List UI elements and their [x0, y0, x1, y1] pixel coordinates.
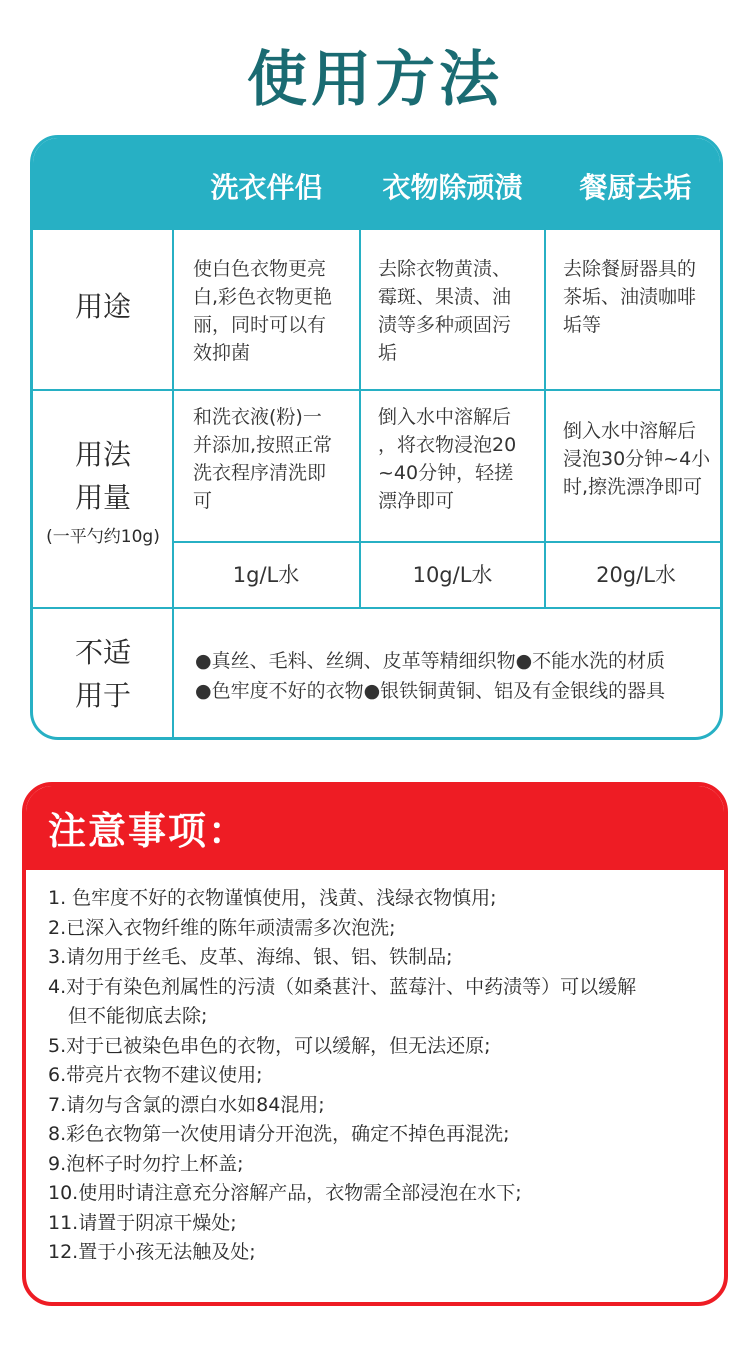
- row-label-use: 用途: [74, 290, 131, 323]
- use-cell-kitchen: 去除餐厨器具的 茶垢、油渍咖啡 垢等: [563, 258, 697, 336]
- dosage-stain: 10g/L水: [412, 563, 493, 587]
- list-item: 1. 色牢度不好的衣物谨慎使用，浅黄、浅绿衣物慎用;: [48, 887, 497, 909]
- list-item: 10.使用时请注意充分溶解产品，衣物需全部浸泡在水下;: [48, 1182, 522, 1204]
- usage-table: [30, 135, 723, 740]
- column-header-laundry-companion: 洗衣伴侣: [210, 171, 323, 204]
- unsuitable-line: ●真丝、毛料、丝绸、皮革等精细织物●不能水洗的材质: [195, 650, 666, 672]
- notice-header: [26, 786, 724, 870]
- dosage-laundry: 1g/L水: [232, 563, 300, 587]
- list-item: 4.对于有染色剂属性的污渍（如桑葚汁、蓝莓汁、中药渍等）可以缓解: [48, 975, 637, 998]
- list-item: 但不能彻底去除;: [68, 1005, 208, 1027]
- method-cell-kitchen: 倒入水中溶解后 浸泡30分钟~4小 时,擦洗漂净即可: [563, 420, 711, 498]
- notice-box: [22, 782, 728, 1306]
- notice-list: [48, 884, 708, 1268]
- list-item: 2.已深入衣物纤维的陈年顽渍需多次泡洗;: [48, 916, 396, 939]
- row-label-unsuitable-2: 用于: [74, 679, 131, 712]
- row-label-dosage: 用量: [74, 481, 131, 514]
- table-header: [33, 138, 720, 230]
- row-label-method: 用法: [74, 438, 131, 471]
- list-item: 8.彩色衣物第一次使用请分开泡洗，确定不掉色再混洗;: [48, 1123, 510, 1145]
- column-header-stain-removal: 衣物除顽渍: [382, 171, 523, 204]
- use-cell-laundry: 使白色衣物更亮 白,彩色衣物更艳 丽，同时可以有 效抑菌: [193, 258, 333, 364]
- list-item: 11.请置于阴凉干燥处;: [48, 1211, 237, 1234]
- dosage-kitchen: 20g/L水: [596, 563, 676, 587]
- notice-title: 注意事项：: [48, 809, 249, 853]
- unsuitable-list: [195, 646, 715, 706]
- column-header-kitchen-descaling: 餐厨去垢: [579, 171, 692, 204]
- page-title: 使用方法: [247, 45, 503, 115]
- list-item: 5.对于已被染色串色的衣物，可以缓解，但无法还原;: [48, 1034, 491, 1057]
- row-sub-label-scoop: (一平勺约10g): [46, 527, 160, 547]
- grid-line: [33, 389, 723, 391]
- method-cell-stain: 倒入水中溶解后 ，将衣物浸泡20 ~40分钟，轻搓 漂净即可: [378, 406, 517, 512]
- row-label-unsuitable: 不适: [74, 636, 131, 669]
- list-item: 3.请勿用于丝毛、皮革、海绵、银、铝、铁制品;: [48, 946, 453, 968]
- list-item: 9.泡杯子时勿拧上杯盖;: [48, 1152, 244, 1175]
- method-cell-laundry: 和洗衣液(粉)一 并添加,按照正常 洗衣程序清洗即 可: [193, 406, 333, 512]
- unsuitable-line: ●色牢度不好的衣物●银铁铜黄铜、铝及有金银线的器具: [195, 680, 666, 702]
- use-cell-stain: 去除衣物黄渍、 霉斑、果渍、油 渍等多种顽固污 垢: [378, 258, 512, 364]
- grid-line: [33, 607, 723, 609]
- list-item: 7.请勿与含氯的漂白水如84混用;: [48, 1093, 325, 1116]
- list-item: 12.置于小孩无法触及处;: [48, 1241, 256, 1263]
- list-item: 6.带亮片衣物不建议使用;: [48, 1064, 263, 1086]
